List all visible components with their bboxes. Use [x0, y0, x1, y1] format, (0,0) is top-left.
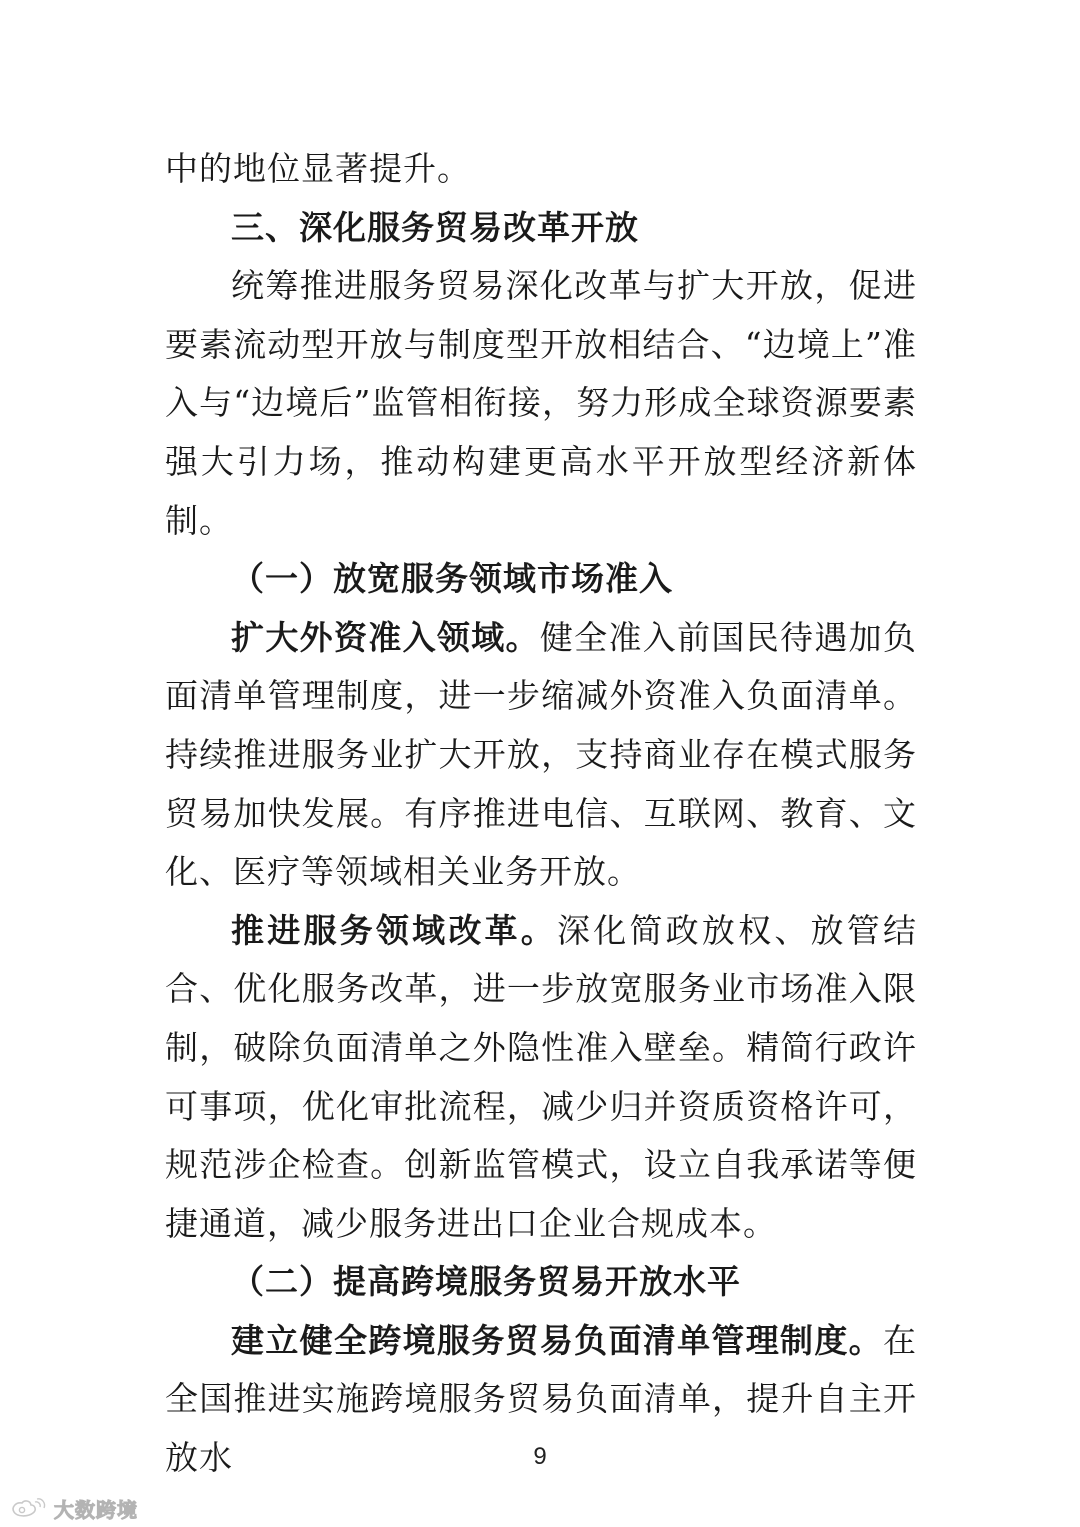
document-body: [165, 140, 917, 1488]
paragraph-body: 在全国推进实施跨境服务贸易负面清单，提升自主开放水: [165, 1320, 917, 1478]
continuation-paragraph: 中的地位显著提升。: [165, 149, 471, 188]
section-intro-paragraph: 统筹推进服务贸易深化改革与扩大开放，促进要素流动型开放与制度型开放相结合、“边境上”准入与“边境后”监管相衔接，努力形成全球资源要素强大引力场，推动构建更高水平开放型经济新体制。: [165, 266, 917, 540]
paragraph-lead: 推进服务领域改革。: [231, 910, 557, 950]
paragraph-service-reform: [165, 902, 917, 1254]
subsection-1-heading: （一）放宽服务领域市场准入: [231, 559, 673, 599]
paragraph-body: 深化简政放权、放管结合、优化服务改革，进一步放宽服务业市场准入限制，破除负面清单之外隐性准入壁垒。精简行政许可事项，优化审批流程，减少归并资质资格许可，规范涉企检查。创新监管模式，设立自我承诺等便捷通道，减少服务进出口企业合规成本。: [165, 910, 918, 1243]
paragraph-body: 健全准入前国民待遇加负面清单管理制度，进一步缩减外资准入负面清单。持续推进服务业扩大开放，支持商业存在模式服务贸易加快发展。有序推进电信、互联网、教育、文化、医疗等领域相关业务开放。: [165, 617, 918, 892]
watermark-text: 大数跨境: [54, 1497, 138, 1522]
subsection-2-heading: （二）提高跨境服务贸易开放水平: [231, 1262, 741, 1302]
page-number: 9: [533, 1443, 547, 1470]
weibo-style-logo-icon: [8, 1497, 48, 1519]
section-heading: 三、深化服务贸易改革开放: [231, 207, 639, 247]
paragraph-lead: 扩大外资准入领域。: [231, 617, 540, 657]
watermark: [8, 1494, 138, 1522]
paragraph-lead: 建立健全跨境服务贸易负面清单管理制度。: [231, 1320, 883, 1360]
paragraph-expand-foreign-access: [165, 609, 917, 902]
